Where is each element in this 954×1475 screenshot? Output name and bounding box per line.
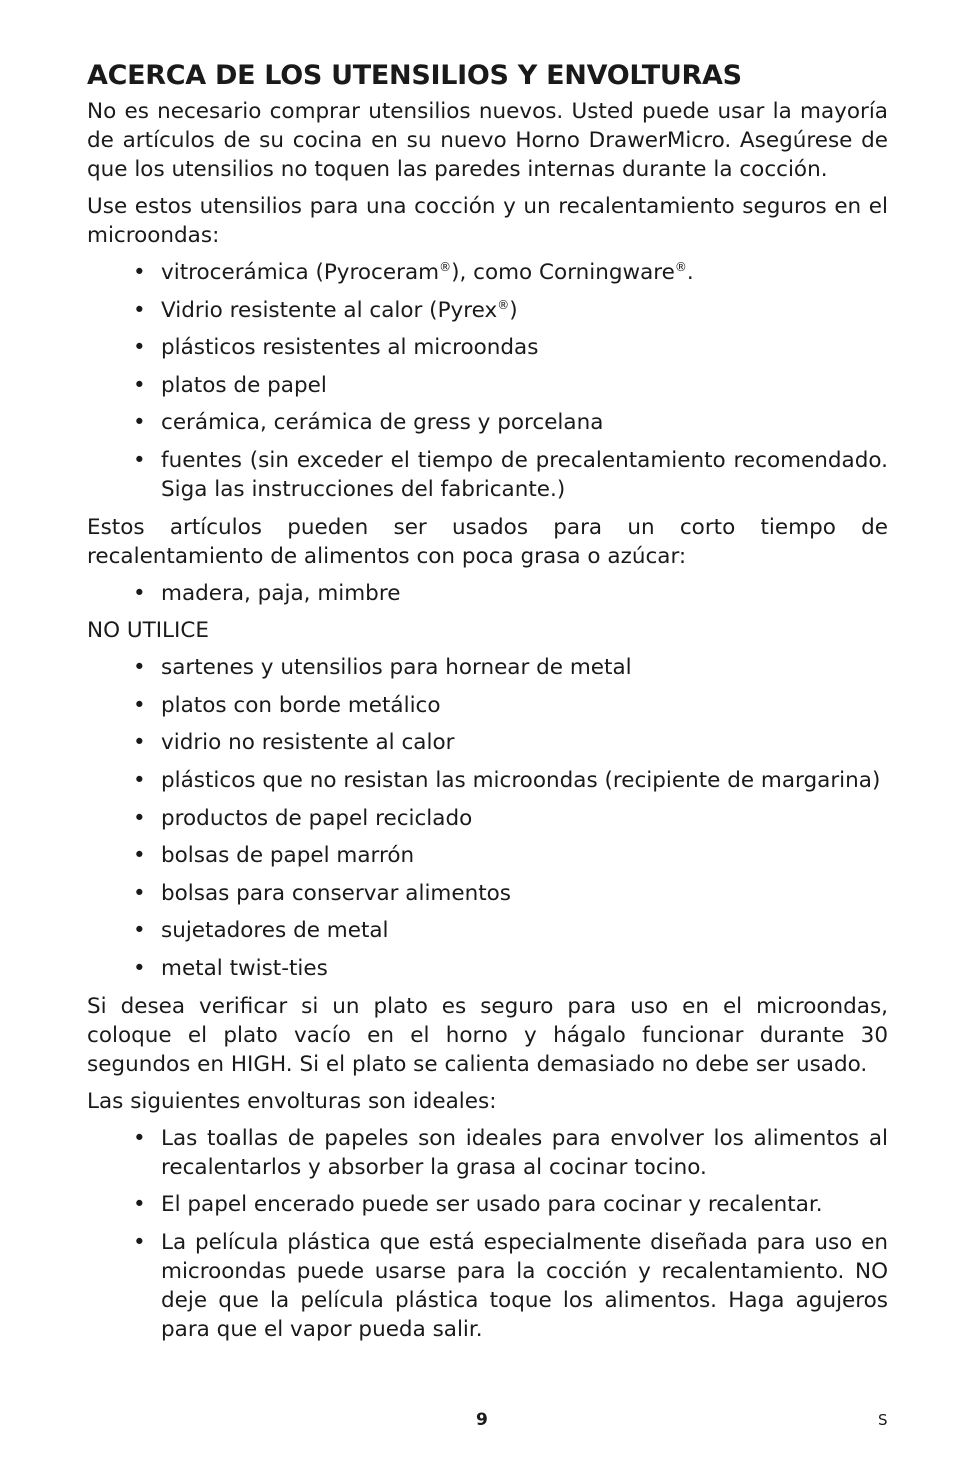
- list-item: • metal twist-ties: [133, 955, 328, 981]
- language-marker: S: [878, 1411, 888, 1429]
- bullet-icon: •: [133, 447, 146, 473]
- list-item: • plásticos resistentes al microondas: [133, 335, 539, 361]
- bullet-icon: •: [133, 767, 146, 793]
- safe-utensils-list: [87, 258, 888, 504]
- bullet-icon: •: [133, 955, 146, 981]
- bullet-icon: •: [133, 805, 146, 831]
- bullet-icon: •: [133, 655, 146, 681]
- dish-test-paragraph: Si desea verificar si un plato es seguro para uso en el microondas, coloque el plato vacío en el horno y hágalo funcionar durante 30 segundos en HIGH. Si el plato se calienta demasiado no debe ser usado.: [87, 993, 888, 1077]
- bullet-icon: •: [133, 335, 146, 361]
- bullet-icon: •: [133, 1125, 146, 1151]
- list-item: • fuentes (sin exceder el tiempo de precalentamiento recomendado. Siga las instrucciones del fabricante.): [133, 447, 888, 502]
- list-item: • sujetadores de metal: [133, 918, 389, 944]
- list-item: • vitrocerámica (Pyroceram®), como Corningware®.: [133, 260, 694, 285]
- list-item: • platos de papel: [133, 372, 327, 398]
- bullet-icon: •: [133, 372, 146, 398]
- bullet-icon: •: [133, 1229, 146, 1255]
- no-use-label: NO UTILICE: [87, 618, 209, 644]
- list-item: • sartenes y utensilios para hornear de metal: [133, 655, 632, 681]
- list-item: • El papel encerado puede ser usado para cocinar y recalentar.: [133, 1192, 823, 1218]
- list-item: • cerámica, cerámica de gress y porcelana: [133, 410, 604, 436]
- bullet-icon: •: [133, 1192, 146, 1218]
- list-item: • plásticos que no resistan las microondas (recipiente de margarina): [133, 767, 881, 793]
- list-item: • bolsas de papel marrón: [133, 843, 415, 869]
- bullet-icon: •: [133, 580, 146, 606]
- bullet-icon: •: [133, 410, 146, 436]
- list-item: • madera, paja, mimbre: [133, 580, 401, 606]
- list-item: • platos con borde metálico: [133, 692, 441, 718]
- list-item: • La película plástica que está especialmente diseñada para uso en microondas puede usarse para la cocción y recalentamiento. NO deje que la película plástica toque los alimentos. Haga agujeros para que el vapor pueda salir.: [133, 1229, 888, 1342]
- list-item: • Vidrio resistente al calor (Pyrex®): [133, 297, 518, 323]
- no-use-list: [87, 653, 888, 983]
- bullet-icon: •: [133, 692, 146, 718]
- bullet-icon: •: [133, 260, 146, 285]
- safe-utensils-intro: Use estos utensilios para una cocción y un recalentamiento seguros en el microondas:: [87, 194, 888, 248]
- list-item: • vidrio no resistente al calor: [133, 730, 455, 756]
- bullet-icon: •: [133, 843, 146, 869]
- wraps-list: [87, 1124, 888, 1344]
- short-reheat-list: [87, 579, 888, 608]
- bullet-icon: •: [133, 918, 146, 944]
- intro-paragraph: No es necesario comprar utensilios nuevos. Usted puede usar la mayoría de artículos de su cocina en su nuevo Horno DrawerMicro. Asegúrese de que los utensilios no toquen las paredes internas durante la cocción.: [87, 99, 888, 182]
- list-item: • bolsas para conservar alimentos: [133, 880, 512, 906]
- bullet-icon: •: [133, 297, 146, 323]
- short-reheat-intro: Estos artículos pueden ser usados para un corto tiempo de recalentamiento de alimentos con poca grasa o azúcar:: [87, 514, 888, 569]
- page-content: [87, 58, 888, 1352]
- bullet-icon: •: [133, 880, 146, 906]
- page-number: 9: [476, 1410, 488, 1430]
- list-item: • productos de papel reciclado: [133, 805, 473, 831]
- page-heading: ACERCA DE LOS UTENSILIOS Y ENVOLTURAS: [87, 60, 742, 91]
- bullet-icon: •: [133, 730, 146, 756]
- wraps-intro: Las siguientes envolturas son ideales:: [87, 1088, 497, 1114]
- list-item: • Las toallas de papeles son ideales para envolver los alimentos al recalentarlos y absorber la grasa al cocinar tocino.: [133, 1125, 888, 1180]
